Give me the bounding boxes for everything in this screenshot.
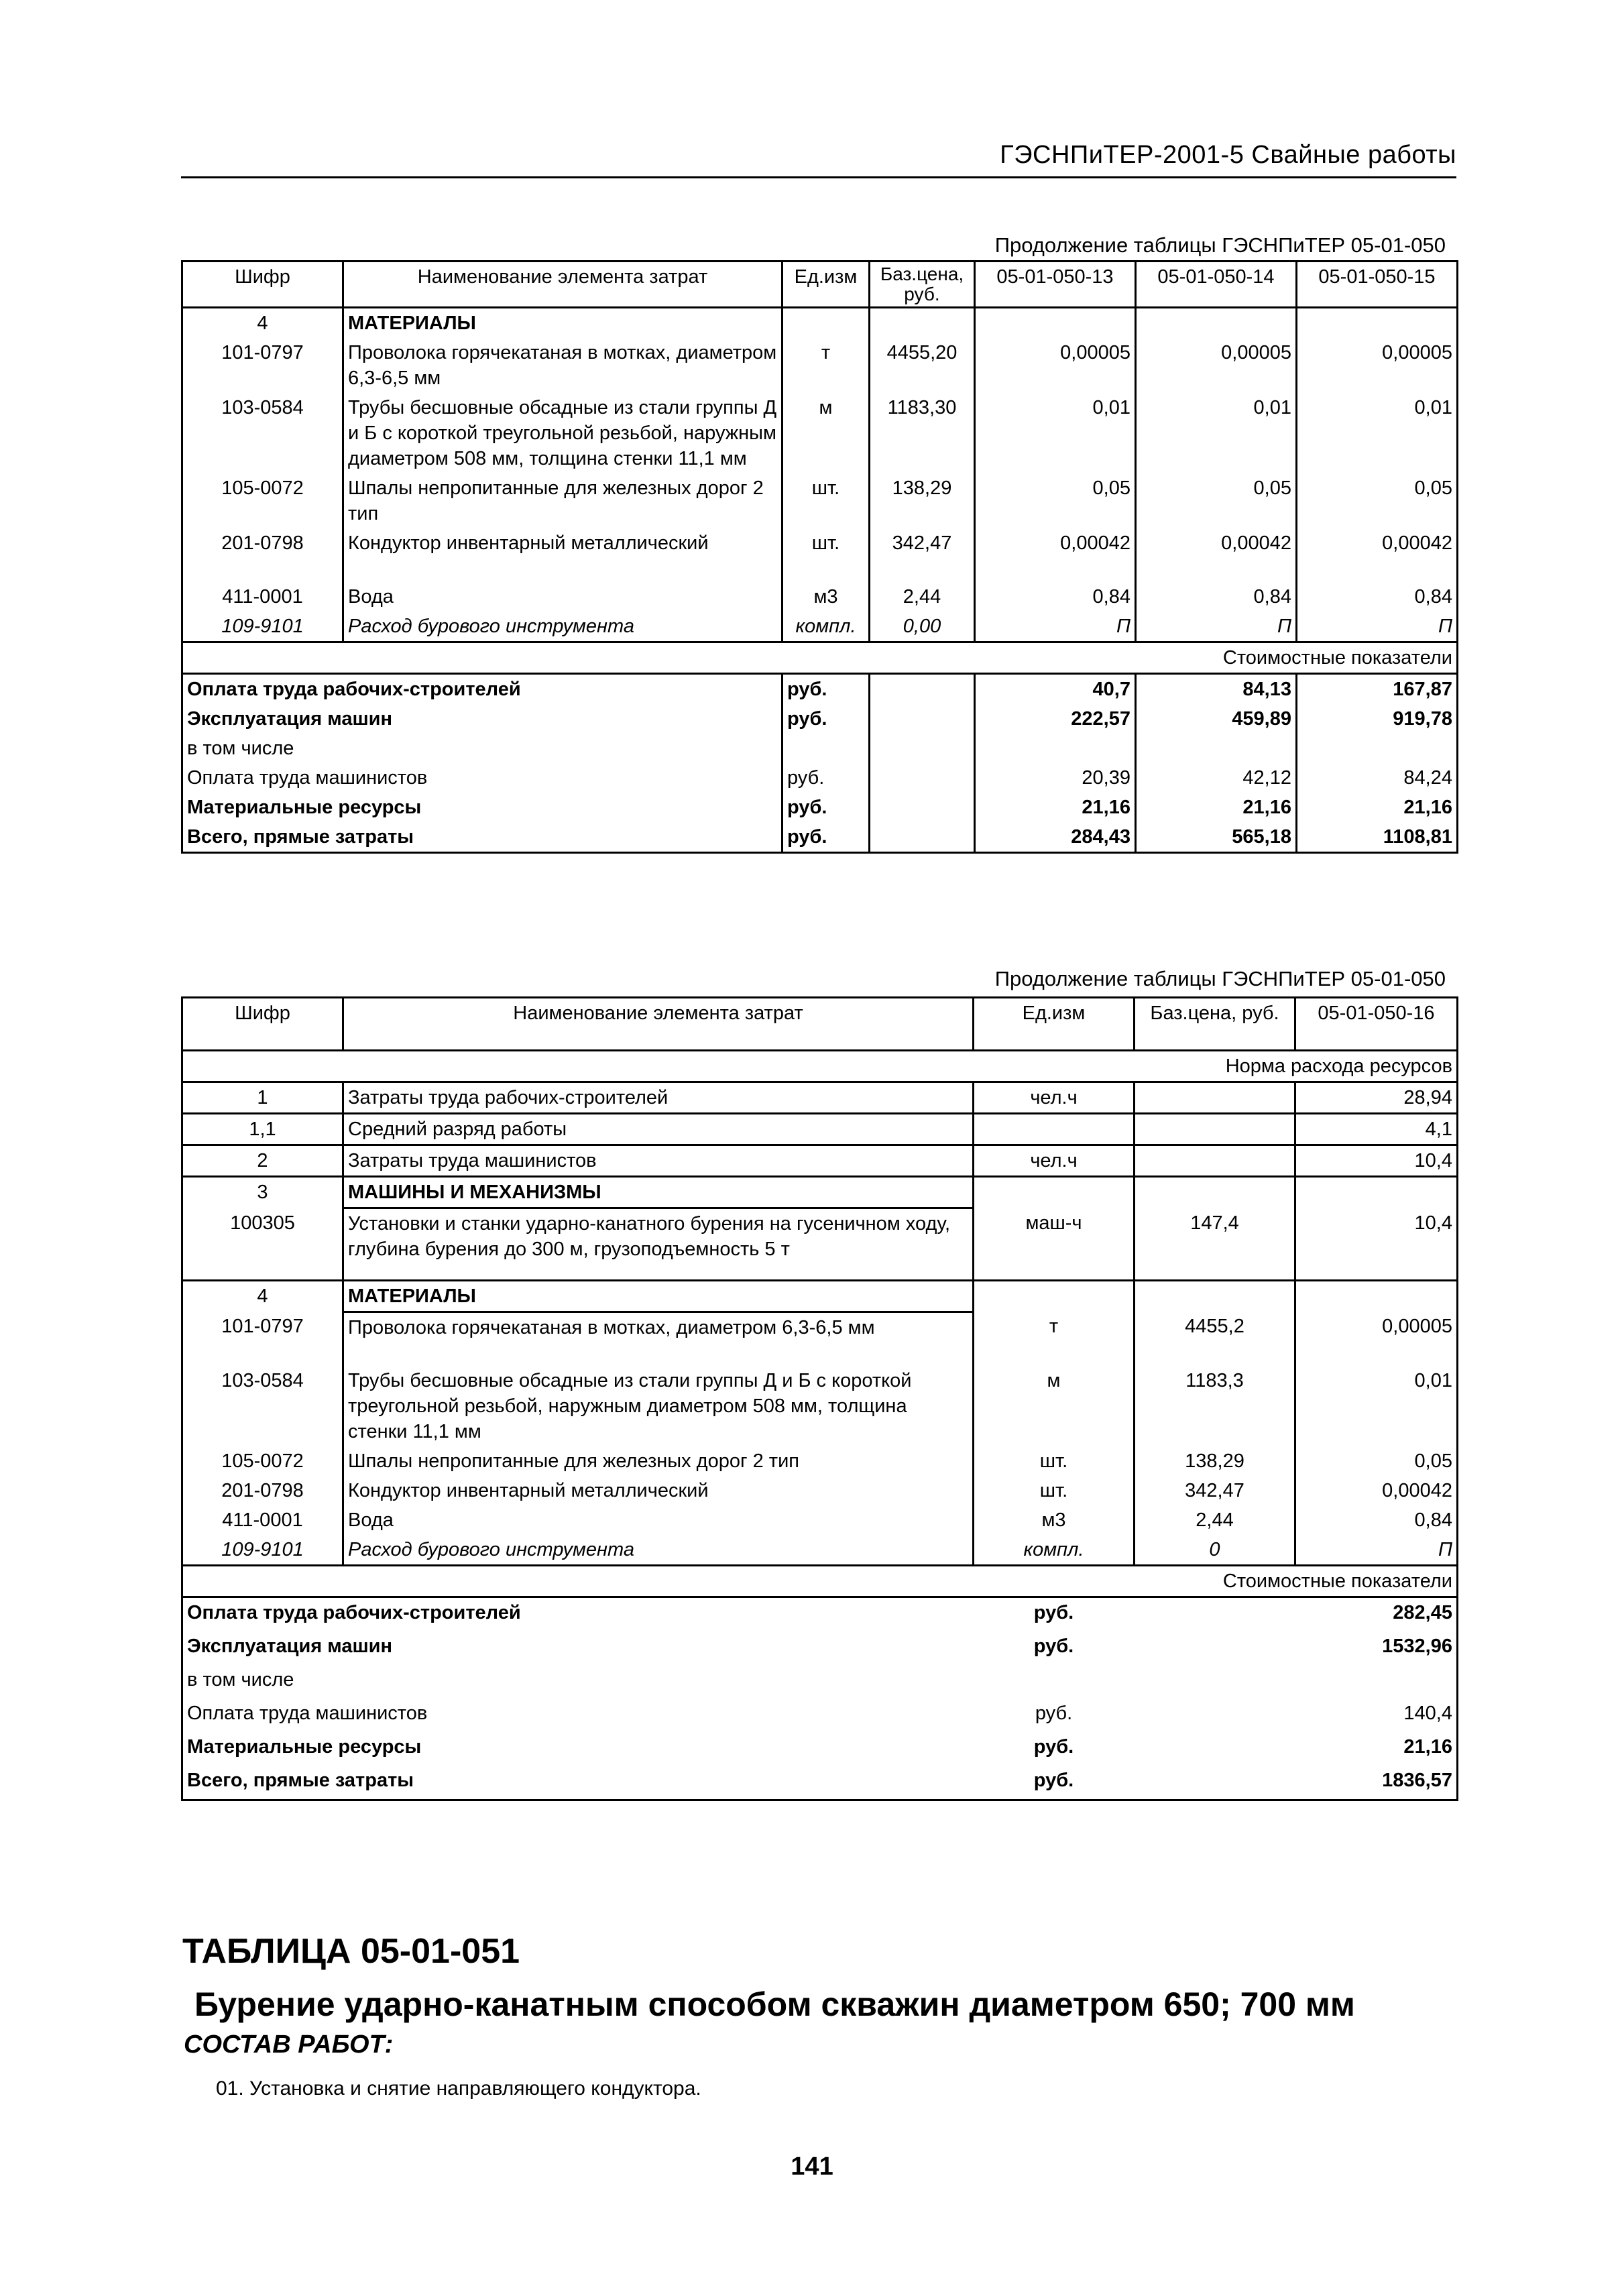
cost-unit: руб. [1033,1602,1074,1623]
cost-unit: руб. [782,704,870,734]
cost-label: Оплата труда рабочих-строителей [182,1597,974,1632]
norm-header-label: Норма расхода ресурсов [182,1051,1458,1082]
row-code: 411-0001 [182,1505,343,1535]
table2-header-row [182,998,1458,1051]
cost-row [182,1665,1458,1699]
cost-label: Всего, прямые затраты [182,1766,974,1800]
table-row [182,582,1458,612]
row-name: Трубы бесшовные обсадные из стали группы Д и Б с короткой треугольной резьбой, наружным диаметром 508 мм, толщина стенки 11,1 мм [343,1355,974,1446]
running-header: ГЭСНПиТЕР-2001-5 Свайные работы [1000,141,1456,169]
row-code: 103-0584 [182,1355,343,1446]
row-unit: маш-ч [974,1208,1135,1281]
row-name: Затраты труда рабочих-строителей [343,1082,974,1114]
cost-value-14: 459,89 [1136,704,1297,734]
row-price: 0 [1135,1535,1295,1566]
row-unit: чел.ч [974,1145,1135,1177]
cost-row [182,704,1458,734]
row-value-13: 0,84 [975,582,1136,612]
row-price: 147,4 [1135,1208,1295,1281]
row-value-14: П [1136,612,1297,642]
cost-value-14: 565,18 [1136,822,1297,853]
work-item: 01. Установка и снятие направляющего кондуктора. [216,2077,701,2100]
table-row [182,1535,1458,1566]
row-code: 103-0584 [182,393,343,473]
cost-unit: руб. [782,674,870,705]
cost-row [182,1699,1458,1732]
cost-unit: руб. [1035,1703,1073,1724]
row-value-16: 0,84 [1295,1505,1458,1535]
row-unit: шт. [782,528,870,582]
row-price: 4455,2 [1135,1312,1295,1355]
row-unit: шт. [974,1446,1135,1476]
cost-label: Всего, прямые затраты [182,822,782,853]
row-code: 1,1 [182,1114,343,1145]
section-number: 4 [182,308,343,339]
next-table-title: ТАБЛИЦА 05-01-051 [182,1932,520,1971]
cost-row [182,793,1458,822]
cost-label: Эксплуатация машин [182,704,782,734]
row-name: Установки и станки ударно-канатного бурения на гусеничном ходу, глубина бурения до 300 м, грузоподъемность 5 т [343,1208,974,1281]
table-row [182,338,1458,393]
cost-value-13: 20,39 [975,763,1136,793]
table1-section-row [182,308,1458,339]
cost-unit: руб. [782,763,870,793]
labor-row [182,1145,1458,1177]
table-row [182,1312,1458,1355]
row-name: Шпалы непропитанные для железных дорог 2 тип [343,1446,974,1476]
row-code: 101-0797 [182,338,343,393]
row-unit: т [782,338,870,393]
cost-unit: руб. [782,793,870,822]
col-name-header: Наименование элемента затрат [343,262,782,308]
table2 [181,996,1458,1801]
cost-value-14: 84,13 [1136,674,1297,705]
row-value-14: 0,00005 [1136,338,1297,393]
row-value-16: 10,4 [1295,1208,1458,1281]
row-price: 4455,20 [870,338,975,393]
row-name: Шпалы непропитанные для железных дорог 2 тип [343,473,782,528]
row-unit: чел.ч [974,1082,1135,1114]
table-row [182,612,1458,642]
col-code-header: Шифр [182,262,343,308]
row-code: 109-9101 [182,1535,343,1566]
row-value-15: 0,05 [1297,473,1458,528]
cost-value-13: 21,16 [975,793,1136,822]
col-unit-header: Ед.изм [974,998,1135,1051]
row-value-14: 0,05 [1136,473,1297,528]
row-price: 342,47 [870,528,975,582]
row-name: Вода [343,582,782,612]
row-price: 1183,30 [870,393,975,473]
section-title: МАТЕРИАЛЫ [343,308,782,339]
cost-label: Оплата труда машинистов [182,763,782,793]
col-050-13-header: 05-01-050-13 [975,262,1136,308]
row-unit: м3 [974,1505,1135,1535]
row-value-15: 0,84 [1297,582,1458,612]
row-name: Затраты труда машинистов [343,1145,974,1177]
cost-row [182,674,1458,705]
row-name: Кондуктор инвентарный металлический [343,1476,974,1505]
section-number: 3 [182,1177,343,1208]
row-name: Проволока горячекатаная в мотках, диаметром 6,3-6,5 мм [343,1312,974,1355]
cost-unit: руб. [974,1766,1135,1800]
row-value-13: 0,01 [975,393,1136,473]
row-name: Средний разряд работы [343,1114,974,1145]
table1-continuation-label: Продолжение таблицы ГЭСНПиТЕР 05-01-050 [994,233,1446,257]
labor-row [182,1082,1458,1114]
cost-value-16: 1532,96 [1295,1631,1458,1665]
row-code: 2 [182,1145,343,1177]
col-050-16-header: 05-01-050-16 [1295,998,1458,1051]
cost-indicators-header-row [182,642,1458,674]
cost-row-total [182,822,1458,853]
row-unit: м [974,1355,1135,1446]
cost-value-15: 919,78 [1297,704,1458,734]
row-value-15: П [1297,612,1458,642]
cost-label: в том числе [182,734,782,763]
row-name: Кондуктор инвентарный металлический [343,528,782,582]
section-number: 4 [182,1280,343,1312]
table-row [182,1505,1458,1535]
row-price: 0,00 [870,612,975,642]
cost-row [182,734,1458,763]
table-row [182,1446,1458,1476]
row-unit: шт. [974,1476,1135,1505]
table-row [182,473,1458,528]
col-unit-header: Ед.изм [782,262,870,308]
row-name: Вода [343,1505,974,1535]
cost-indicators-label: Стоимостные показатели [182,1566,1458,1597]
cost-value-13: 40,7 [975,674,1136,705]
cost-unit: руб. [1033,1736,1074,1758]
row-price: 2,44 [870,582,975,612]
cost-indicators-label: Стоимостные показатели [182,642,1458,674]
cost-value-16: 21,16 [1295,1732,1458,1766]
row-price: 138,29 [870,473,975,528]
row-value-16: П [1295,1535,1458,1566]
row-value-15: 0,00005 [1297,338,1458,393]
col-050-14-header: 05-01-050-14 [1136,262,1297,308]
col-code-header: Шифр [182,998,343,1051]
cost-value-15: 84,24 [1297,763,1458,793]
cost-row-total [182,1766,1458,1800]
cost-label: Оплата труда машинистов [182,1699,974,1732]
col-name-header: Наименование элемента затрат [343,998,974,1051]
row-name: Проволока горячекатаная в мотках, диаметром 6,3-6,5 мм [343,338,782,393]
row-value-16: 10,4 [1295,1145,1458,1177]
row-value-14: 0,00042 [1136,528,1297,582]
next-table-subtitle: Бурение ударно-канатным способом скважин диаметром 650; 700 мм [194,1986,1355,2023]
row-unit: компл. [782,612,870,642]
row-code: 100305 [182,1208,343,1281]
cost-indicators-header-row [182,1566,1458,1597]
machines-section-row [182,1177,1458,1208]
table-row [182,1476,1458,1505]
row-name: Расход бурового инструмента [343,1535,974,1566]
table-row [182,393,1458,473]
cost-label: Материальные ресурсы [182,793,782,822]
table-row [182,1355,1458,1446]
row-name: Трубы бесшовные обсадные из стали группы Д и Б с короткой треугольной резьбой, наружным диаметром 508 мм, толщина стенки 11,1 мм [343,393,782,473]
row-code: 105-0072 [182,473,343,528]
cost-value-13: 284,43 [975,822,1136,853]
col-050-15-header: 05-01-050-15 [1297,262,1458,308]
row-price: 2,44 [1135,1505,1295,1535]
header-rule [181,176,1456,178]
row-value-16: 0,00042 [1295,1476,1458,1505]
row-value-15: 0,00042 [1297,528,1458,582]
section-title: МАШИНЫ И МЕХАНИЗМЫ [343,1177,974,1208]
table-row [182,1208,1458,1281]
cost-label: в том числе [182,1665,974,1699]
cost-label: Материальные ресурсы [182,1732,974,1766]
row-value-16: 4,1 [1295,1114,1458,1145]
cost-value-14: 42,12 [1136,763,1297,793]
row-value-14: 0,84 [1136,582,1297,612]
table2-continuation-label: Продолжение таблицы ГЭСНПиТЕР 05-01-050 [994,967,1446,990]
row-code: 411-0001 [182,582,343,612]
cost-value-16: 140,4 [1295,1699,1458,1732]
col-price-header: Баз.цена, руб. [1135,998,1295,1051]
row-code: 1 [182,1082,343,1114]
row-value-16: 0,01 [1295,1355,1458,1446]
row-value-15: 0,01 [1297,393,1458,473]
row-code: 201-0798 [182,528,343,582]
row-code: 101-0797 [182,1312,343,1355]
page-number: 141 [791,2152,833,2181]
row-unit: м3 [782,582,870,612]
cost-row [182,1631,1458,1665]
cost-value-14: 21,16 [1136,793,1297,822]
row-value-14: 0,01 [1136,393,1297,473]
cost-unit: руб. [782,822,870,853]
row-price: 342,47 [1135,1476,1295,1505]
cost-row [182,1732,1458,1766]
row-value-16: 0,05 [1295,1446,1458,1476]
cost-value-13: 222,57 [975,704,1136,734]
cost-value-15: 167,87 [1297,674,1458,705]
row-value-13: 0,00042 [975,528,1136,582]
row-name: Расход бурового инструмента [343,612,782,642]
composition-label: СОСТАВ РАБОТ: [184,2030,394,2059]
row-value-16: 0,00005 [1295,1312,1458,1355]
section-title: МАТЕРИАЛЫ [343,1280,974,1312]
norm-header-row [182,1051,1458,1082]
cost-row [182,1597,1458,1632]
row-code: 109-9101 [182,612,343,642]
row-code: 201-0798 [182,1476,343,1505]
cost-unit: руб. [1033,1635,1074,1657]
row-code: 105-0072 [182,1446,343,1476]
table-row [182,528,1458,582]
cost-label: Оплата труда рабочих-строителей [182,674,782,705]
row-value-13: 0,05 [975,473,1136,528]
row-price: 138,29 [1135,1446,1295,1476]
row-value-13: 0,00005 [975,338,1136,393]
cost-value-15: 21,16 [1297,793,1458,822]
row-unit: компл. [974,1535,1135,1566]
row-unit: м [782,393,870,473]
row-value-16: 28,94 [1295,1082,1458,1114]
row-unit: шт. [782,473,870,528]
cost-value-16: 1836,57 [1295,1766,1458,1800]
labor-row [182,1114,1458,1145]
cost-value-15: 1108,81 [1297,822,1458,853]
materials-section-row [182,1280,1458,1312]
table1 [181,260,1458,854]
row-unit: т [974,1312,1135,1355]
col-price-header: Баз.цена, руб. [870,262,975,308]
table1-header-row [182,262,1458,308]
row-value-13: П [975,612,1136,642]
cost-value-16: 282,45 [1295,1597,1458,1632]
cost-label: Эксплуатация машин [182,1631,974,1665]
row-price: 1183,3 [1135,1355,1295,1446]
cost-row [182,763,1458,793]
